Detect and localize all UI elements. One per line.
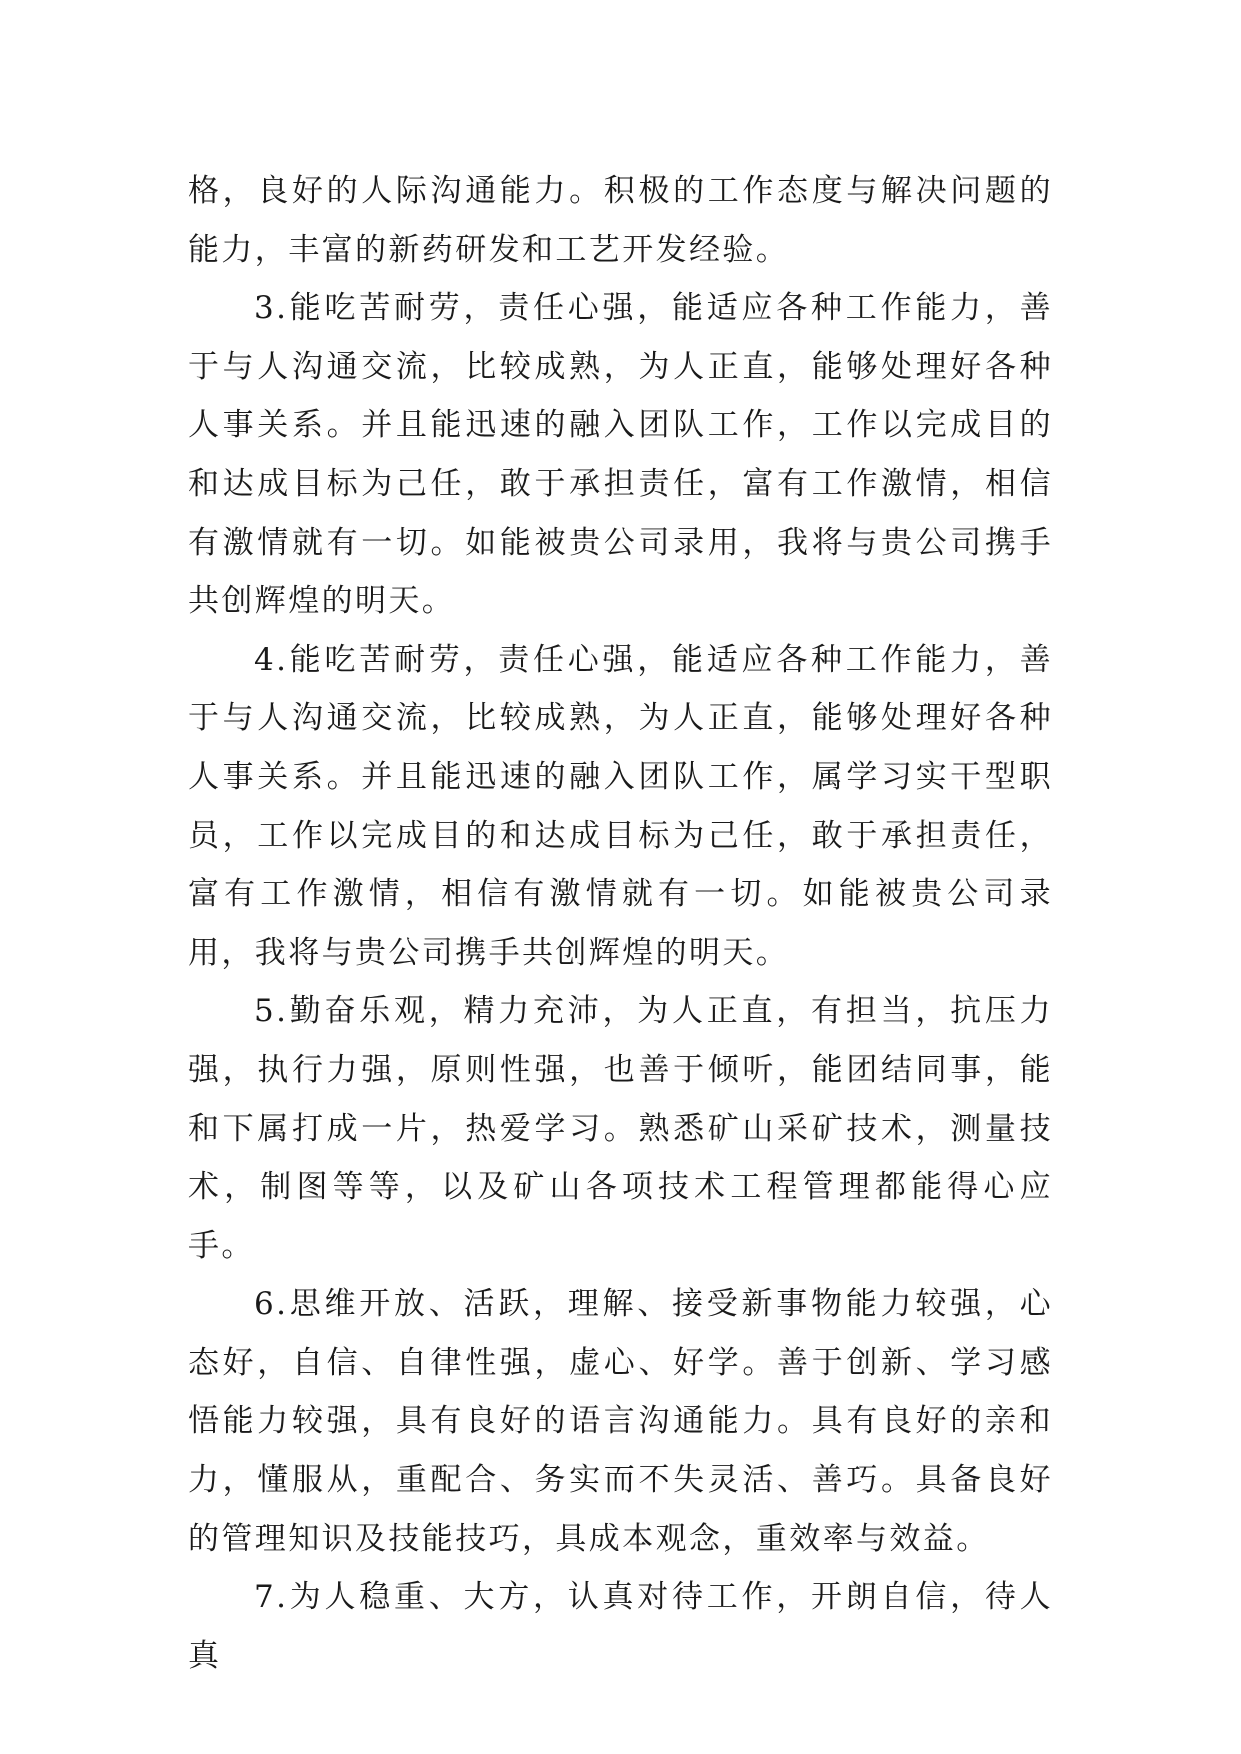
paragraph-item-5: 5.勤奋乐观，精力充沛，为人正直，有担当，抗压力强，执行力强，原则性强，也善于倾听，能团结同事，能和下属打成一片，热爱学习。熟悉矿山采矿技术，测量技术，制图等等，以及矿山各项技术工程管理都能得心应手。 — [188, 993, 1053, 1264]
document-page — [188, 162, 1053, 1685]
paragraph-item-7: 7.为人稳重、大方，认真对待工作，开朗自信，待人真 — [188, 1579, 1053, 1674]
paragraph-continuation: 格，良好的人际沟通能力。积极的工作态度与解决问题的能力，丰富的新药研发和工艺开发经验。 — [188, 173, 1053, 268]
paragraph-item-3: 3.能吃苦耐劳，责任心强，能适应各种工作能力，善于与人沟通交流，比较成熟，为人正直，能够处理好各种人事关系。并且能迅速的融入团队工作，工作以完成目的和达成目标为己任，敢于承担责任，富有工作激情，相信有激情就有一切。如能被贵公司录用，我将与贵公司携手共创辉煌的明天。 — [188, 290, 1053, 620]
paragraph-item-6: 6.思维开放、活跃，理解、接受新事物能力较强，心态好，自信、自律性强，虚心、好学。善于创新、学习感悟能力较强，具有良好的语言沟通能力。具有良好的亲和力，懂服从，重配合、务实而不失灵活、善巧。具备良好的管理知识及技能技巧，具成本观念，重效率与效益。 — [188, 1286, 1053, 1557]
paragraph-item-4: 4.能吃苦耐劳，责任心强，能适应各种工作能力，善于与人沟通交流，比较成熟，为人正直，能够处理好各种人事关系。并且能迅速的融入团队工作，属学习实干型职员，工作以完成目的和达成目标为己任，敢于承担责任，富有工作激情，相信有激情就有一切。如能被贵公司录用，我将与贵公司携手共创辉煌的明天。 — [188, 641, 1053, 971]
